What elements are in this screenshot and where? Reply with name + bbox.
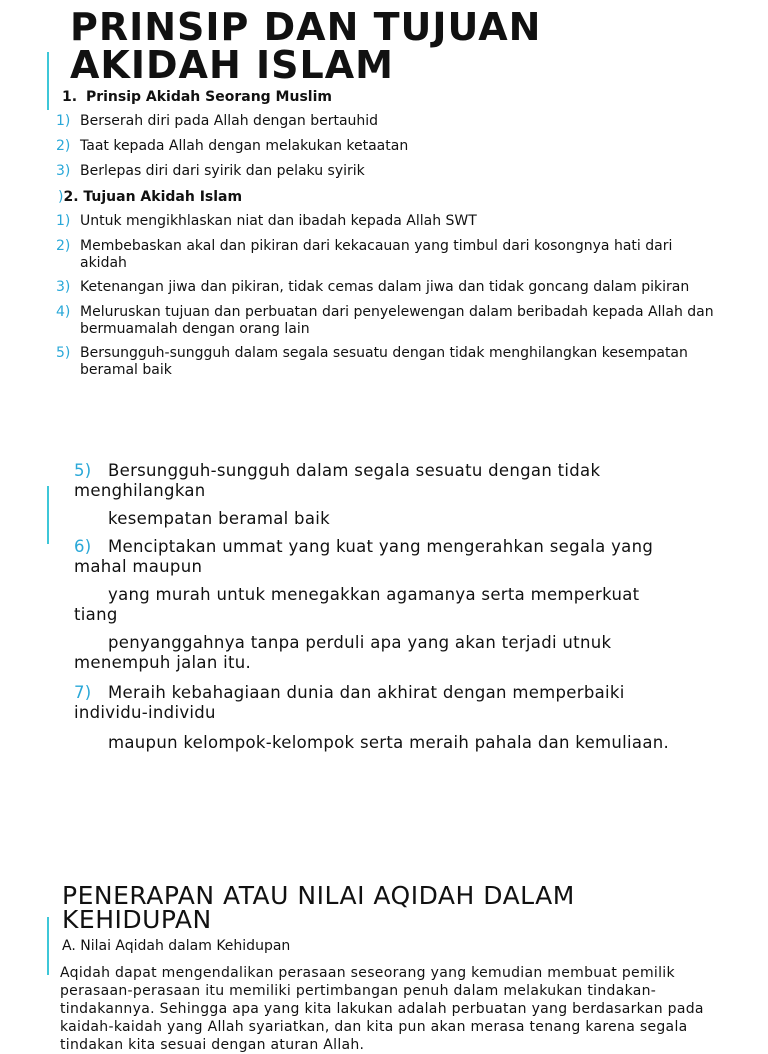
list-item xyxy=(56,138,718,155)
list-item xyxy=(56,238,718,272)
item-continuation: penyanggahnya tanpa perduli apa yang akan terjadi utnuk menempuh jalan itu. xyxy=(74,633,612,672)
list-item-number: 2) xyxy=(56,138,71,154)
slide1-accent-bar xyxy=(47,52,49,110)
slide2-item-6 xyxy=(74,537,678,577)
item-continuation: yang murah untuk menegakkan agamanya serta memperkuat tiang xyxy=(74,585,640,624)
list-item-number: 4) xyxy=(56,303,71,320)
section2-heading xyxy=(58,188,242,206)
item-continuation: kesempatan beramal baik xyxy=(108,509,330,528)
slide1-title-line2: AKIDAH ISLAM xyxy=(70,43,394,87)
list-item-number: 3) xyxy=(56,279,71,295)
section1-heading xyxy=(62,88,332,106)
section1-list xyxy=(56,113,718,188)
slide1-title xyxy=(70,5,542,87)
slide3-title-line2: KEHIDUPAN xyxy=(62,905,212,934)
list-item-number: 1) xyxy=(56,113,71,129)
list-item-text: Untuk mengikhlaskan niat dan ibadah kepada Allah SWT xyxy=(80,213,477,229)
list-item-text: Berserah diri pada Allah dengan bertauhid xyxy=(80,113,379,129)
list-item xyxy=(56,345,718,379)
list-item-text: Ketenangan jiwa dan pikiran, tidak cemas dalam jiwa dan tidak goncang dalam pikiran xyxy=(80,279,690,295)
list-item-text: Taat kepada Allah dengan melakukan ketaatan xyxy=(80,138,409,154)
section1-heading-text: Prinsip Akidah Seorang Muslim xyxy=(85,89,332,105)
list-item-text: Bersungguh-sungguh dalam segala sesuatu dengan tidak menghilangkan kesempatan beramal baik xyxy=(80,345,688,378)
slide1-title-line1: PRINSIP DAN TUJUAN xyxy=(70,5,542,49)
list-item xyxy=(56,279,718,296)
slide2-content xyxy=(74,461,678,761)
list-item-text: Berlepas diri dari syirik dan pelaku syirik xyxy=(80,163,365,179)
slide2-item-7 xyxy=(74,683,678,723)
item-text: Menciptakan ummat yang kuat yang mengerahkan segala yang mahal maupun xyxy=(74,537,654,576)
item-number: 5) xyxy=(74,461,92,480)
section2-list xyxy=(56,213,718,387)
slide2-accent-bar xyxy=(47,486,49,544)
list-item-text: Meluruskan tujuan dan perbuatan dari penyelewengan dalam beribadah kepada Allah dan bermuamalah dengan orang lain xyxy=(80,303,714,337)
list-item xyxy=(56,213,718,230)
section2-heading-text: 2. Tujuan Akidah Islam xyxy=(63,189,243,205)
list-item xyxy=(56,304,718,338)
item-text: Meraih kebahagiaan dunia dan akhirat dengan memperbaiki individu-individu xyxy=(74,683,625,722)
list-item-text: Membebaskan akal dan pikiran dari kekacauan yang timbul dari kosongnya hati dari akidah xyxy=(80,237,673,271)
list-item xyxy=(56,113,718,130)
section2-marker: ) xyxy=(58,189,64,205)
slide3-title-line1: PENERAPAN ATAU NILAI AQIDAH DALAM xyxy=(62,881,575,910)
slide3-accent-bar xyxy=(47,917,49,975)
list-item-number: 1) xyxy=(56,213,71,229)
item-continuation: maupun kelompok-kelompok serta meraih pahala dan kemuliaan. xyxy=(108,733,670,752)
item-text: Bersungguh-sungguh dalam segala sesuatu dengan tidak menghilangkan xyxy=(74,461,601,500)
list-item xyxy=(56,163,718,180)
slide2-item-5 xyxy=(74,461,678,501)
list-item-number: 3) xyxy=(56,163,71,179)
slide3-title xyxy=(62,881,575,934)
slide3-subheading: A. Nilai Aqidah dalam Kehidupan xyxy=(62,938,291,954)
slide3-paragraph: Aqidah dapat mengendalikan perasaan seseorang yang kemudian membuat pemilik perasaan-perasaan itu memiliki pertimbangan penuh dalam melakukan tindakan-tindakannya. Sehingga apa yang kita lakukan adalah perbuatan yang berdasarkan pada kaidah-kaidah yang Allah syariatkan, dan kita pun akan merasa tenang karena segala tindakan kita sesuai dengan aturan Allah. xyxy=(60,965,704,1053)
item-number: 6) xyxy=(74,537,92,556)
item-number: 7) xyxy=(74,683,92,702)
list-item-number: 2) xyxy=(56,237,71,254)
list-item-number: 5) xyxy=(56,345,71,361)
section1-number: 1. xyxy=(62,89,78,105)
